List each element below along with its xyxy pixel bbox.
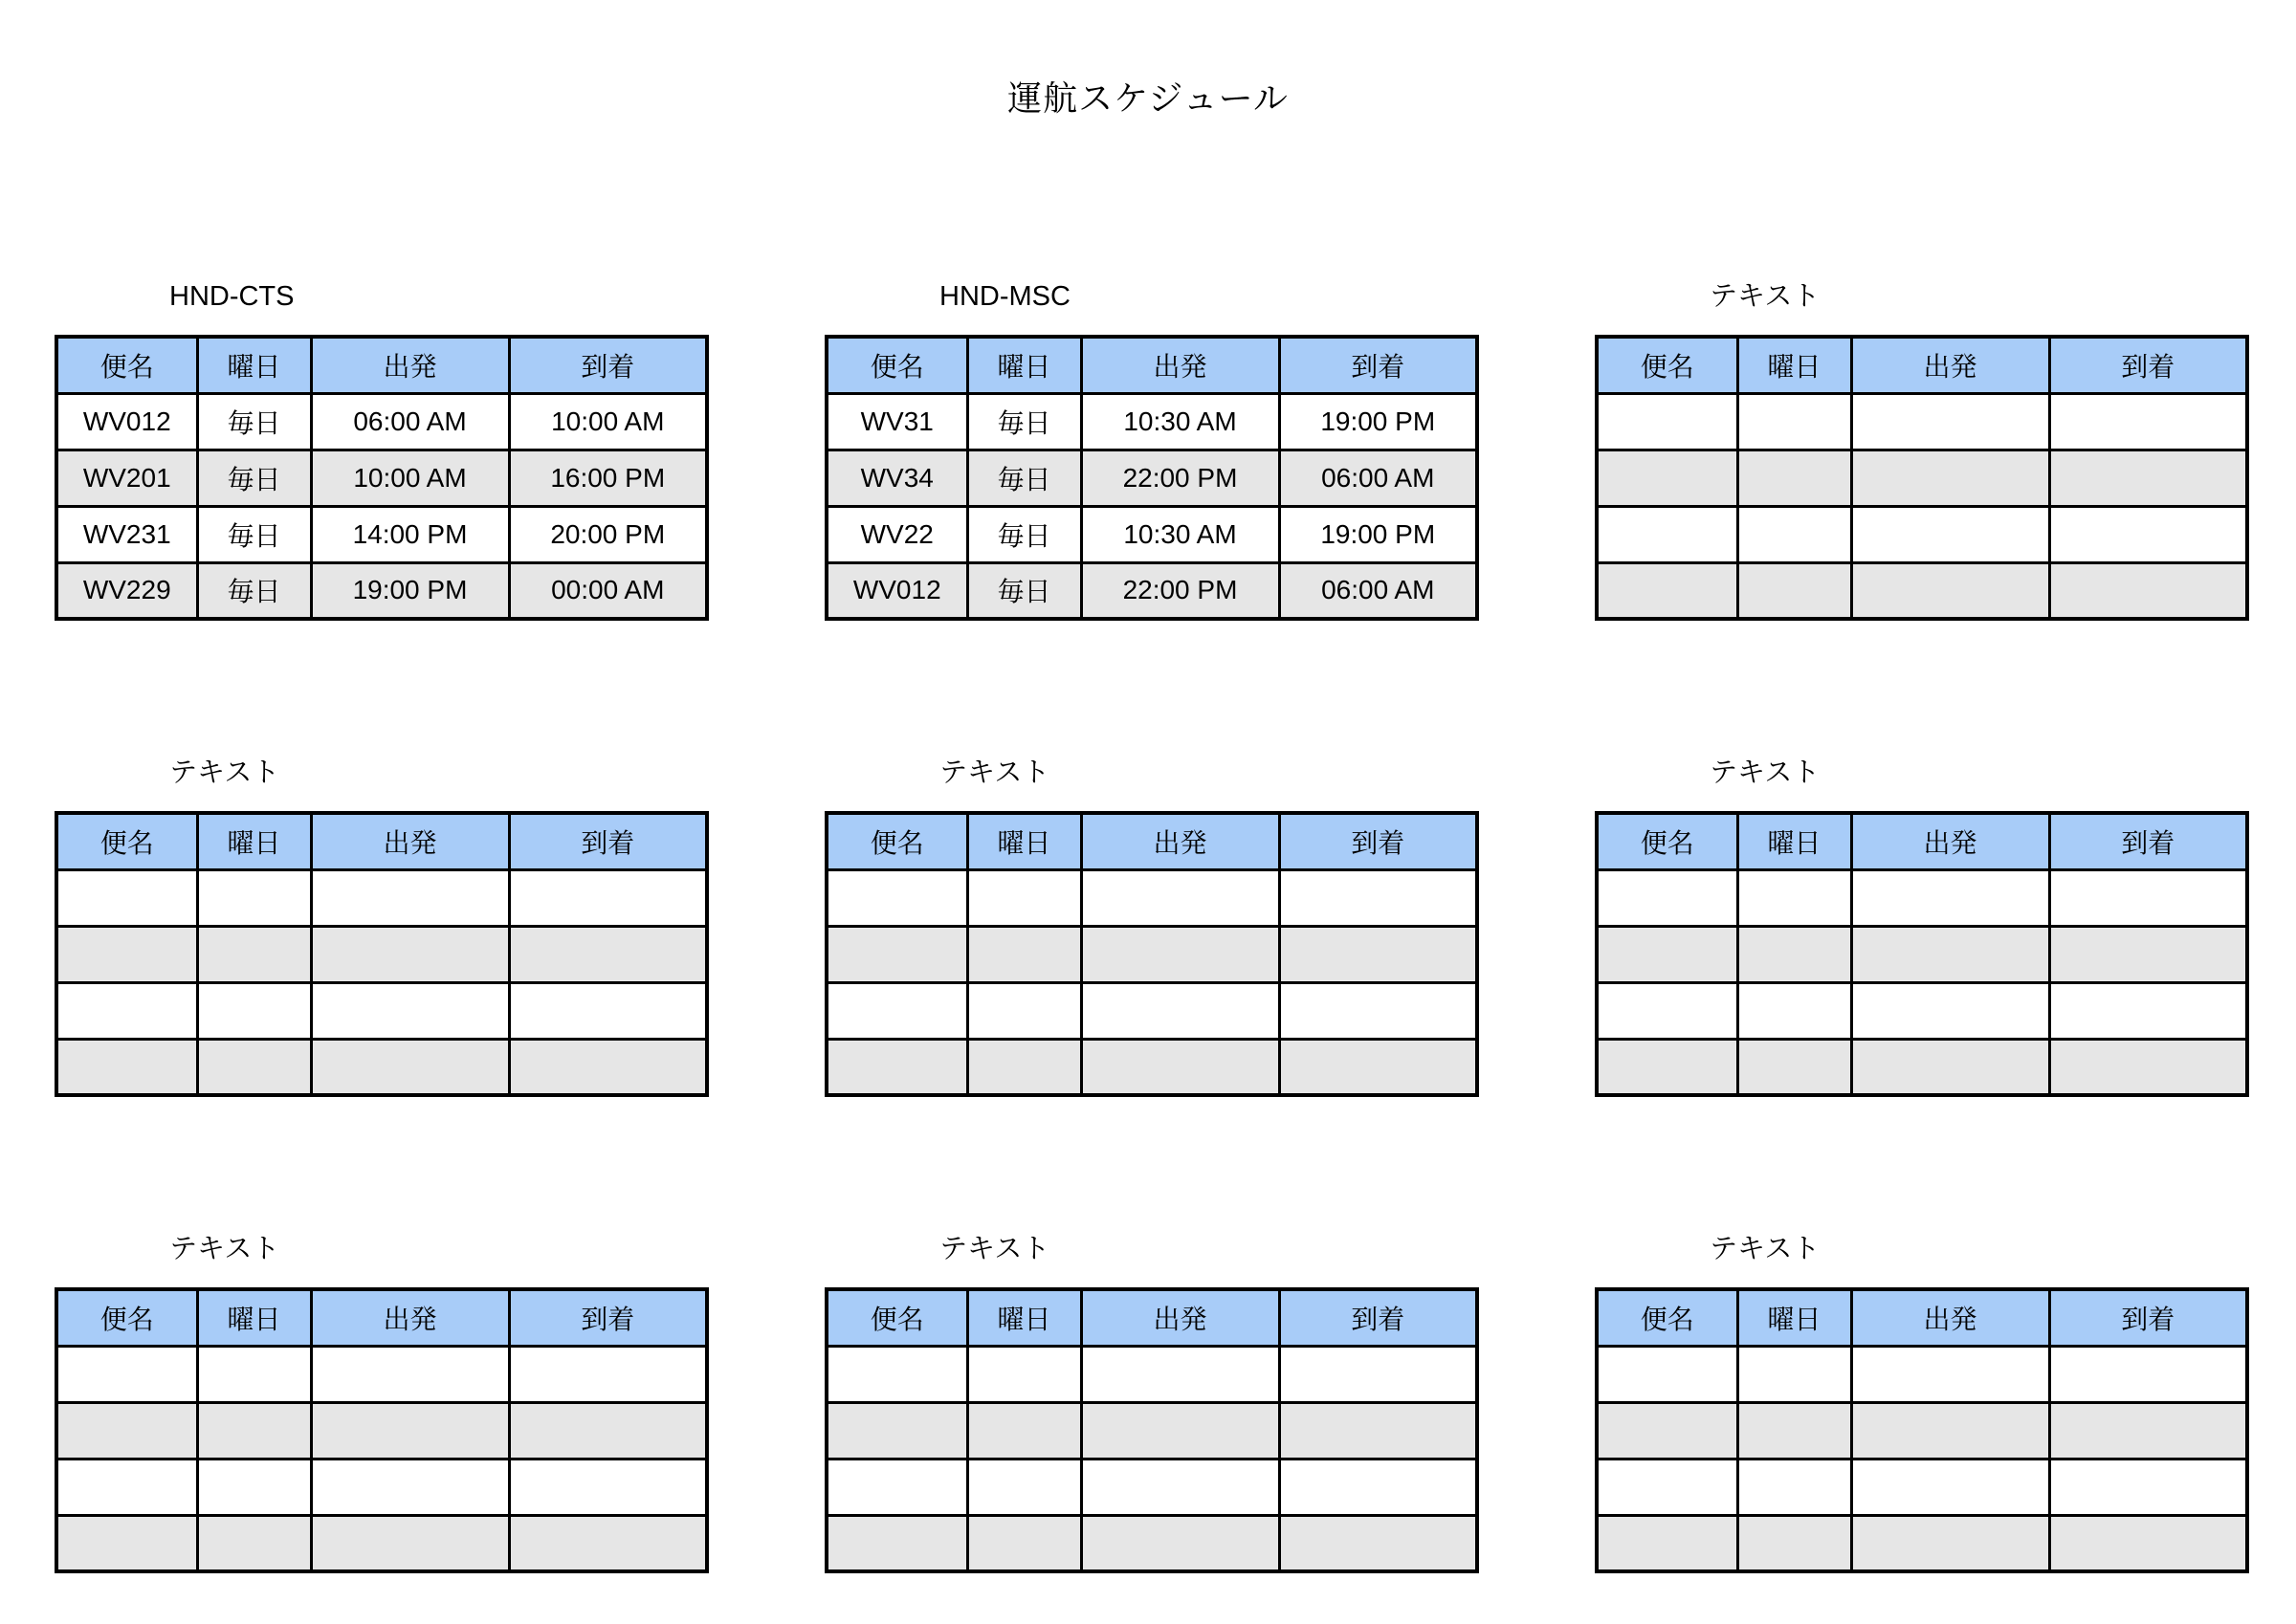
arrival-cell [509, 869, 707, 926]
day-cell [197, 1346, 311, 1402]
day-cell [197, 1039, 311, 1095]
day-cell [1737, 506, 1851, 562]
header-row [1597, 337, 2247, 393]
day-cell [967, 1459, 1081, 1515]
arrival-cell [1279, 1515, 1477, 1571]
table-row [827, 1402, 1477, 1459]
schedule-table [825, 335, 1479, 621]
page-title: 運航スケジュール [1007, 78, 1289, 118]
day-cell [967, 1039, 1081, 1095]
arrival-cell [2049, 1459, 2247, 1515]
departure-cell [311, 869, 509, 926]
column-header-arrival: 到着 [509, 1289, 707, 1346]
flight-cell [827, 1459, 967, 1515]
departure-cell [1081, 869, 1279, 926]
column-header-departure: 出発 [311, 1289, 509, 1346]
arrival-cell [1279, 926, 1477, 982]
table-row [56, 1346, 707, 1402]
flight-cell: WV012 [827, 562, 967, 619]
table-title: HND-CTS [169, 281, 295, 312]
flight-cell [1597, 562, 1737, 619]
arrival-cell [509, 1459, 707, 1515]
flight-cell [827, 926, 967, 982]
table-row [56, 869, 707, 926]
day-cell [1737, 1039, 1851, 1095]
day-cell [1737, 393, 1851, 450]
departure-cell: 22:00 PM [1081, 450, 1279, 506]
column-header-flight: 便名 [56, 1289, 197, 1346]
table-row [1597, 869, 2247, 926]
column-header-day: 曜日 [197, 1289, 311, 1346]
table-row [827, 1346, 1477, 1402]
day-cell [967, 869, 1081, 926]
arrival-cell [2049, 1515, 2247, 1571]
arrival-cell [2049, 393, 2247, 450]
column-header-flight: 便名 [827, 813, 967, 869]
departure-cell [311, 926, 509, 982]
arrival-cell [1279, 982, 1477, 1039]
table-title: テキスト [1710, 1234, 1821, 1264]
flight-cell: WV22 [827, 506, 967, 562]
departure-cell: 10:00 AM [311, 450, 509, 506]
schedule-table [55, 1287, 709, 1573]
table-title: HND-MSC [939, 281, 1071, 312]
flight-cell [1597, 926, 1737, 982]
schedule-table-block [825, 279, 1475, 621]
table-row [1597, 1515, 2247, 1571]
table-row [827, 926, 1477, 982]
schedule-table-block [1595, 279, 2245, 621]
arrival-cell [2049, 506, 2247, 562]
day-cell [1737, 1402, 1851, 1459]
column-header-day: 曜日 [967, 813, 1081, 869]
flight-cell [56, 1402, 197, 1459]
flight-cell [56, 982, 197, 1039]
table-title: テキスト [939, 1234, 1050, 1264]
table-row [56, 450, 707, 506]
flight-cell [1597, 450, 1737, 506]
table-row [827, 393, 1477, 450]
column-header-flight: 便名 [1597, 1289, 1737, 1346]
departure-cell [1081, 926, 1279, 982]
flight-cell [1597, 1402, 1737, 1459]
flight-cell [56, 926, 197, 982]
day-cell: 毎日 [197, 450, 311, 506]
day-cell: 毎日 [967, 506, 1081, 562]
column-header-departure: 出発 [1851, 1289, 2049, 1346]
day-cell [197, 869, 311, 926]
column-header-departure: 出発 [1081, 1289, 1279, 1346]
column-header-day: 曜日 [197, 813, 311, 869]
departure-cell [1081, 1515, 1279, 1571]
flight-cell: WV201 [56, 450, 197, 506]
departure-cell [1081, 1039, 1279, 1095]
day-cell: 毎日 [967, 393, 1081, 450]
flight-cell [827, 1346, 967, 1402]
column-header-arrival: 到着 [2049, 337, 2247, 393]
flight-cell [827, 869, 967, 926]
departure-cell [311, 982, 509, 1039]
column-header-arrival: 到着 [509, 337, 707, 393]
schedule-table-block [55, 1232, 705, 1573]
flight-cell [1597, 869, 1737, 926]
arrival-cell [2049, 1402, 2247, 1459]
departure-cell [1081, 1346, 1279, 1402]
arrival-cell [1279, 869, 1477, 926]
header-row [1597, 1289, 2247, 1346]
arrival-cell [509, 1039, 707, 1095]
flight-cell: WV31 [827, 393, 967, 450]
table-row [827, 1459, 1477, 1515]
column-header-flight: 便名 [56, 337, 197, 393]
table-title: テキスト [939, 757, 1050, 788]
departure-cell: 06:00 AM [311, 393, 509, 450]
table-row [56, 393, 707, 450]
arrival-cell [509, 982, 707, 1039]
column-header-flight: 便名 [56, 813, 197, 869]
day-cell [1737, 869, 1851, 926]
column-header-arrival: 到着 [2049, 1289, 2247, 1346]
arrival-cell [1279, 1459, 1477, 1515]
departure-cell [1081, 982, 1279, 1039]
departure-cell [1081, 1459, 1279, 1515]
departure-cell [1851, 562, 2049, 619]
flight-cell: WV34 [827, 450, 967, 506]
column-header-arrival: 到着 [2049, 813, 2247, 869]
day-cell [1737, 562, 1851, 619]
column-header-flight: 便名 [827, 1289, 967, 1346]
header-row [56, 337, 707, 393]
flight-cell [827, 1402, 967, 1459]
day-cell [967, 926, 1081, 982]
table-row [1597, 982, 2247, 1039]
header-row [827, 337, 1477, 393]
departure-cell: 19:00 PM [311, 562, 509, 619]
departure-cell [1081, 1402, 1279, 1459]
flight-cell [827, 982, 967, 1039]
table-row [56, 926, 707, 982]
day-cell: 毎日 [967, 562, 1081, 619]
column-header-departure: 出発 [1851, 813, 2049, 869]
table-row [56, 1515, 707, 1571]
departure-cell [1851, 450, 2049, 506]
schedule-table-block [55, 756, 705, 1097]
departure-cell [311, 1515, 509, 1571]
day-cell [1737, 1346, 1851, 1402]
table-row [56, 562, 707, 619]
table-row [1597, 562, 2247, 619]
flight-cell [827, 1515, 967, 1571]
arrival-cell [1279, 1346, 1477, 1402]
table-title: テキスト [1710, 281, 1821, 312]
arrival-cell [1279, 1402, 1477, 1459]
column-header-day: 曜日 [967, 337, 1081, 393]
departure-cell [311, 1039, 509, 1095]
table-row [56, 506, 707, 562]
schedule-table-block [55, 279, 705, 621]
schedule-table [55, 811, 709, 1097]
table-row [1597, 1402, 2247, 1459]
flight-cell [1597, 1039, 1737, 1095]
day-cell [197, 982, 311, 1039]
header-row [56, 813, 707, 869]
departure-cell [1851, 1039, 2049, 1095]
flight-cell [56, 1039, 197, 1095]
column-header-departure: 出発 [311, 337, 509, 393]
day-cell [967, 1346, 1081, 1402]
table-row [1597, 926, 2247, 982]
departure-cell [1851, 393, 2049, 450]
arrival-cell [2049, 1039, 2247, 1095]
day-cell [967, 1515, 1081, 1571]
departure-cell: 10:30 AM [1081, 393, 1279, 450]
flight-cell [1597, 393, 1737, 450]
column-header-departure: 出発 [311, 813, 509, 869]
column-header-day: 曜日 [1737, 1289, 1851, 1346]
table-row [56, 1402, 707, 1459]
table-row [1597, 393, 2247, 450]
day-cell: 毎日 [967, 450, 1081, 506]
table-row [827, 1515, 1477, 1571]
column-header-arrival: 到着 [1279, 1289, 1477, 1346]
day-cell: 毎日 [197, 562, 311, 619]
day-cell [197, 1459, 311, 1515]
schedule-table-block [1595, 1232, 2245, 1573]
day-cell [967, 982, 1081, 1039]
flight-cell: WV231 [56, 506, 197, 562]
day-cell [967, 1402, 1081, 1459]
arrival-cell [2049, 926, 2247, 982]
table-row [1597, 1459, 2247, 1515]
schedule-table-block [1595, 756, 2245, 1097]
departure-cell [1851, 506, 2049, 562]
table-row [827, 982, 1477, 1039]
schedule-table [1595, 1287, 2249, 1573]
day-cell [197, 1515, 311, 1571]
schedule-table [1595, 335, 2249, 621]
column-header-arrival: 到着 [1279, 813, 1477, 869]
flight-cell [1597, 1459, 1737, 1515]
flight-cell [56, 869, 197, 926]
table-row [827, 869, 1477, 926]
day-cell [1737, 450, 1851, 506]
arrival-cell: 16:00 PM [509, 450, 707, 506]
departure-cell [311, 1346, 509, 1402]
flight-cell: WV012 [56, 393, 197, 450]
column-header-departure: 出発 [1851, 337, 2049, 393]
departure-cell [1851, 926, 2049, 982]
table-row [56, 1039, 707, 1095]
arrival-cell: 00:00 AM [509, 562, 707, 619]
table-row [827, 562, 1477, 619]
arrival-cell: 20:00 PM [509, 506, 707, 562]
departure-cell [1851, 869, 2049, 926]
column-header-day: 曜日 [1737, 813, 1851, 869]
departure-cell [1851, 1515, 2049, 1571]
schedule-table [1595, 811, 2249, 1097]
flight-cell [1597, 1515, 1737, 1571]
table-row [827, 506, 1477, 562]
arrival-cell: 19:00 PM [1279, 506, 1477, 562]
departure-cell [311, 1402, 509, 1459]
schedule-table [55, 335, 709, 621]
table-title: テキスト [1710, 757, 1821, 788]
arrival-cell [509, 1515, 707, 1571]
day-cell [1737, 1459, 1851, 1515]
column-header-arrival: 到着 [509, 813, 707, 869]
day-cell: 毎日 [197, 393, 311, 450]
arrival-cell [509, 1346, 707, 1402]
arrival-cell: 10:00 AM [509, 393, 707, 450]
table-row [1597, 1346, 2247, 1402]
schedule-table-block [825, 1232, 1475, 1573]
arrival-cell: 06:00 AM [1279, 450, 1477, 506]
arrival-cell [509, 1402, 707, 1459]
flight-cell [1597, 1346, 1737, 1402]
departure-cell [1851, 1346, 2049, 1402]
column-header-flight: 便名 [1597, 337, 1737, 393]
departure-cell: 22:00 PM [1081, 562, 1279, 619]
flight-cell: WV229 [56, 562, 197, 619]
departure-cell [1851, 1459, 2049, 1515]
arrival-cell: 06:00 AM [1279, 562, 1477, 619]
departure-cell [311, 1459, 509, 1515]
departure-cell [1851, 982, 2049, 1039]
schedule-table [825, 1287, 1479, 1573]
column-header-departure: 出発 [1081, 337, 1279, 393]
day-cell: 毎日 [197, 506, 311, 562]
table-row [1597, 1039, 2247, 1095]
arrival-cell [2049, 450, 2247, 506]
table-row [827, 1039, 1477, 1095]
table-row [1597, 506, 2247, 562]
table-title: テキスト [169, 1234, 280, 1264]
arrival-cell [509, 926, 707, 982]
day-cell [1737, 926, 1851, 982]
schedule-table-block [825, 756, 1475, 1097]
table-row [827, 450, 1477, 506]
tables-grid [55, 279, 2245, 1573]
column-header-flight: 便名 [1597, 813, 1737, 869]
arrival-cell [2049, 982, 2247, 1039]
flight-cell [56, 1346, 197, 1402]
column-header-flight: 便名 [827, 337, 967, 393]
header-row [56, 1289, 707, 1346]
header-row [827, 1289, 1477, 1346]
column-header-departure: 出発 [1081, 813, 1279, 869]
flight-cell [56, 1515, 197, 1571]
arrival-cell [2049, 869, 2247, 926]
table-title: テキスト [169, 757, 280, 788]
day-cell [1737, 1515, 1851, 1571]
day-cell [197, 926, 311, 982]
departure-cell: 10:30 AM [1081, 506, 1279, 562]
flight-cell [1597, 982, 1737, 1039]
schedule-table [825, 811, 1479, 1097]
table-row [1597, 450, 2247, 506]
column-header-arrival: 到着 [1279, 337, 1477, 393]
flight-cell [56, 1459, 197, 1515]
arrival-cell: 19:00 PM [1279, 393, 1477, 450]
flight-cell [1597, 506, 1737, 562]
header-row [1597, 813, 2247, 869]
departure-cell [1851, 1402, 2049, 1459]
column-header-day: 曜日 [197, 337, 311, 393]
flight-cell [827, 1039, 967, 1095]
departure-cell: 14:00 PM [311, 506, 509, 562]
arrival-cell [2049, 562, 2247, 619]
arrival-cell [1279, 1039, 1477, 1095]
arrival-cell [2049, 1346, 2247, 1402]
column-header-day: 曜日 [1737, 337, 1851, 393]
day-cell [1737, 982, 1851, 1039]
column-header-day: 曜日 [967, 1289, 1081, 1346]
day-cell [197, 1402, 311, 1459]
table-row [56, 982, 707, 1039]
table-row [56, 1459, 707, 1515]
header-row [827, 813, 1477, 869]
